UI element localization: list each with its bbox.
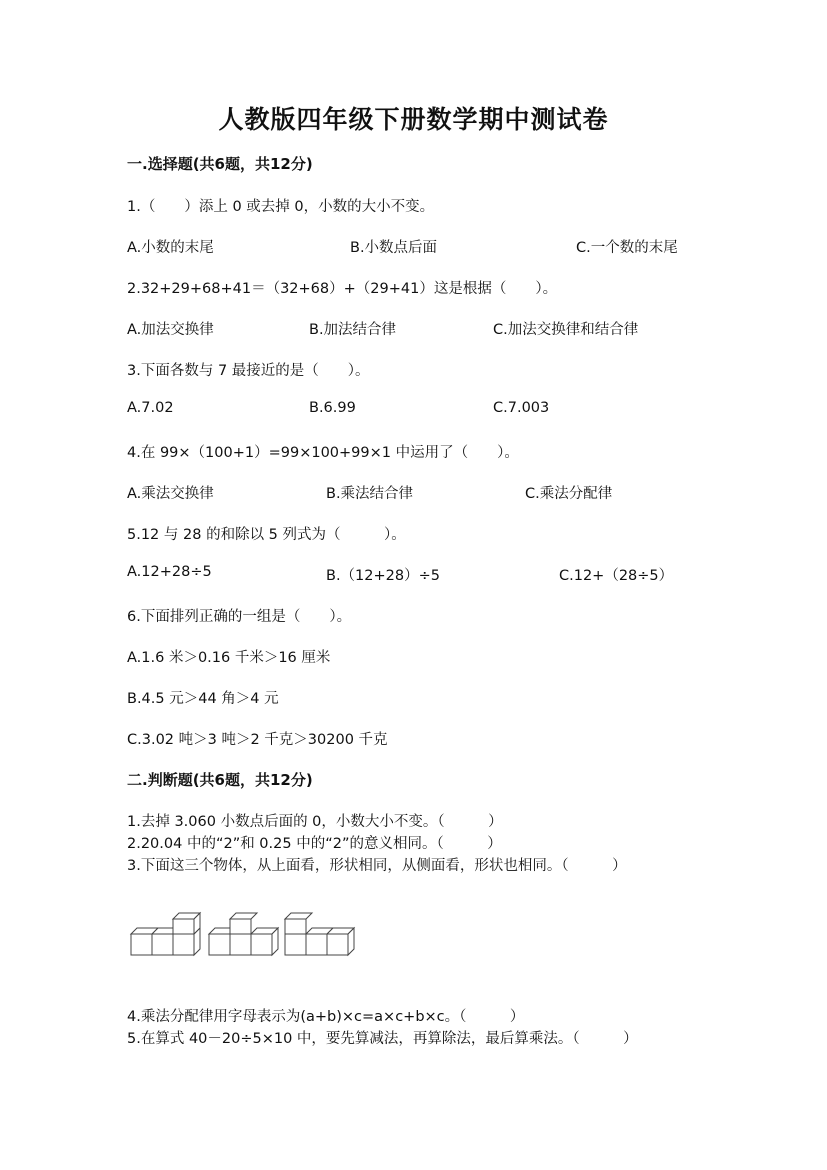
page-title: 人教版四年级下册数学期中测试卷 bbox=[218, 105, 609, 134]
option-4b: B.乘法结合律 bbox=[326, 486, 414, 502]
option-6c: C.3.02 吨＞3 吨＞2 千克＞30200 千克 bbox=[127, 732, 388, 748]
judgement-2: 2.20.04 中的“2”和 0.25 中的“2”的意义相同。（ ） bbox=[127, 836, 502, 852]
option-3c: C.7.003 bbox=[493, 400, 550, 416]
option-6a: A.1.6 米＞0.16 千米＞16 厘米 bbox=[127, 650, 331, 666]
cube-figures bbox=[128, 908, 358, 964]
option-2a: A.加法交换律 bbox=[127, 322, 214, 338]
question-1: 1.（ ）添上 0 或去掉 0，小数的大小不变。 bbox=[127, 199, 435, 215]
option-5b: B.（12+28）÷5 bbox=[326, 568, 440, 584]
option-5a: A.12+28÷5 bbox=[127, 564, 212, 580]
question-5: 5.12 与 28 的和除以 5 列式为（ ）。 bbox=[127, 527, 406, 543]
option-1a: A.小数的末尾 bbox=[127, 240, 214, 256]
judgement-5: 5.在算式 40－20÷5×10 中，要先算减法，再算除法，最后算乘法。（ ） bbox=[127, 1031, 638, 1047]
section-heading-choice: 一.选择题(共6题，共12分) bbox=[127, 155, 313, 173]
option-3b: B.6.99 bbox=[309, 400, 356, 416]
judgement-4: 4.乘法分配律用字母表示为(a+b)×c=a×c+b×c。（ ） bbox=[127, 1009, 525, 1025]
judgement-1: 1.去掉 3.060 小数点后面的 0，小数大小不变。（ ） bbox=[127, 814, 503, 830]
cube-figure-1 bbox=[131, 913, 200, 955]
option-3a: A.7.02 bbox=[127, 400, 174, 416]
option-2c: C.加法交换律和结合律 bbox=[493, 322, 639, 338]
section-heading-judgement: 二.判断题(共6题，共12分) bbox=[127, 771, 313, 789]
cube-figure-3 bbox=[285, 913, 354, 955]
option-4c: C.乘法分配律 bbox=[525, 486, 613, 502]
question-4: 4.在 99×（100+1）=99×100+99×1 中运用了（ ）。 bbox=[127, 445, 519, 461]
option-1c: C.一个数的末尾 bbox=[576, 240, 678, 256]
cube-figure-2 bbox=[209, 913, 278, 955]
judgement-3: 3.下面这三个物体，从上面看，形状相同，从侧面看，形状也相同。（ ） bbox=[127, 858, 627, 874]
option-4a: A.乘法交换律 bbox=[127, 486, 214, 502]
question-3: 3.下面各数与 7 最接近的是（ ）。 bbox=[127, 363, 370, 379]
question-2: 2.32+29+68+41＝（32+68）+（29+41）这是根据（ ）。 bbox=[127, 281, 558, 297]
option-5c: C.12+（28÷5） bbox=[559, 568, 674, 584]
question-6: 6.下面排列正确的一组是（ ）。 bbox=[127, 609, 352, 625]
option-1b: B.小数点后面 bbox=[350, 240, 438, 256]
option-2b: B.加法结合律 bbox=[309, 322, 397, 338]
option-6b: B.4.5 元＞44 角＞4 元 bbox=[127, 691, 279, 707]
